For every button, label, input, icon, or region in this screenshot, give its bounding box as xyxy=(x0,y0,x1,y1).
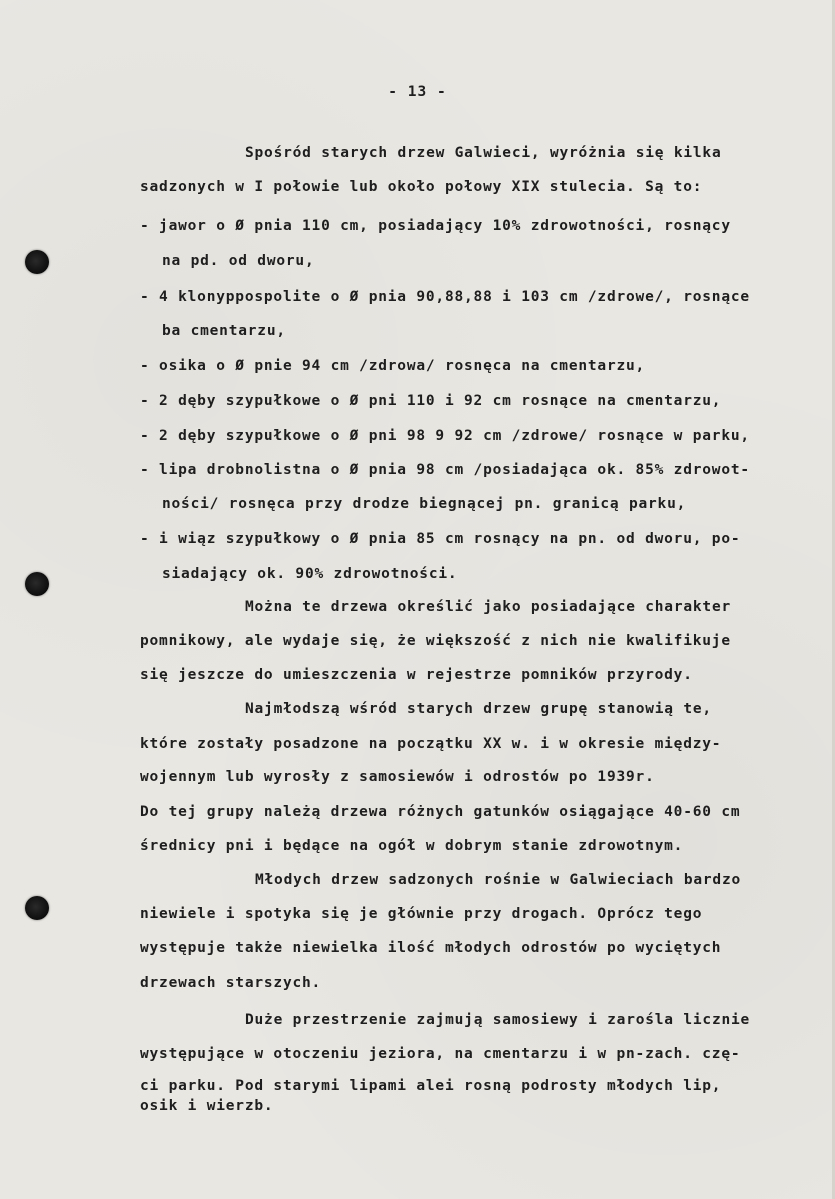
paragraph-start-line: Młodych drzew sadzonych rośnie w Galwieciach bardzo xyxy=(255,872,742,888)
text-line: występuje także niewielka ilość młodych odrostów po wyciętych xyxy=(140,940,722,956)
text-line: ci parku. Pod starymi lipami alei rosną podrosty młodych lip, xyxy=(140,1078,722,1094)
text-line: sadzonych w I połowie lub około połowy XIX stulecia. Są to: xyxy=(140,179,703,195)
text-line: drzewach starszych. xyxy=(140,975,322,991)
list-item-line: - osika o Ø pnie 94 cm /zdrowa/ rosnęca na cmentarzu, xyxy=(140,358,646,374)
list-item-line: - jawor o Ø pnia 110 cm, posiadający 10% zdrowotności, rosnący xyxy=(140,218,731,234)
text-line: Do tej grupy należą drzewa różnych gatunków osiągające 40-60 cm xyxy=(140,804,741,820)
paragraph-start-line: Duże przestrzenie zajmują samosiewy i zarośla licznie xyxy=(245,1012,751,1028)
text-line: występujące w otoczeniu jeziora, na cmentarzu i w pn-zach. czę- xyxy=(140,1046,741,1062)
text-line: się jeszcze do umieszczenia w rejestrze pomników przyrody. xyxy=(140,667,693,683)
list-item-line: - 2 dęby szypułkowe o Ø pni 98 9 92 cm /zdrowe/ rosnące w parku, xyxy=(140,428,750,444)
text-line: ba cmentarzu, xyxy=(162,323,286,339)
text-line: Spośród starych drzew Galwieci, wyróżnia się kilka xyxy=(245,145,722,161)
text-line: osik i wierzb. xyxy=(140,1098,274,1114)
list-item-line: - i wiąz szypułkowy o Ø pnia 85 cm rosnący na pn. od dworu, po- xyxy=(140,531,741,547)
list-item-line: - lipa drobnolistna o Ø pnia 98 cm /posiadająca ok. 85% zdrowot- xyxy=(140,462,750,478)
punch-hole xyxy=(25,250,49,274)
text-line: średnicy pni i będące na ogół w dobrym stanie zdrowotnym. xyxy=(140,838,684,854)
text-line: na pd. od dworu, xyxy=(162,253,315,269)
text-line: wojennym lub wyrosły z samosiewów i odrostów po 1939r. xyxy=(140,769,655,785)
text-line: siadający ok. 90% zdrowotności. xyxy=(162,566,458,582)
punch-hole xyxy=(25,572,49,596)
page-number: - 13 - xyxy=(388,84,447,100)
text-line: ności/ rosnęca przy drodze biegnącej pn. granicą parku, xyxy=(162,496,687,512)
text-line: pomnikowy, ale wydaje się, że większość z nich nie kwalifikuje xyxy=(140,633,731,649)
list-item-line: - 2 dęby szypułkowe o Ø pni 110 i 92 cm rosnące na cmentarzu, xyxy=(140,393,722,409)
text-line: które zostały posadzone na początku XX w. i w okresie między- xyxy=(140,736,722,752)
list-item-line: - 4 klonyppospolite o Ø pnia 90,88,88 i 103 cm /zdrowe/, rosnące xyxy=(140,289,750,305)
paragraph-start-line: Najmłodszą wśród starych drzew grupę stanowią te, xyxy=(245,701,712,717)
punch-hole xyxy=(25,896,49,920)
text-line: niewiele i spotyka się je głównie przy drogach. Oprócz tego xyxy=(140,906,703,922)
paragraph-start-line: Można te drzewa określić jako posiadające charakter xyxy=(245,599,732,615)
